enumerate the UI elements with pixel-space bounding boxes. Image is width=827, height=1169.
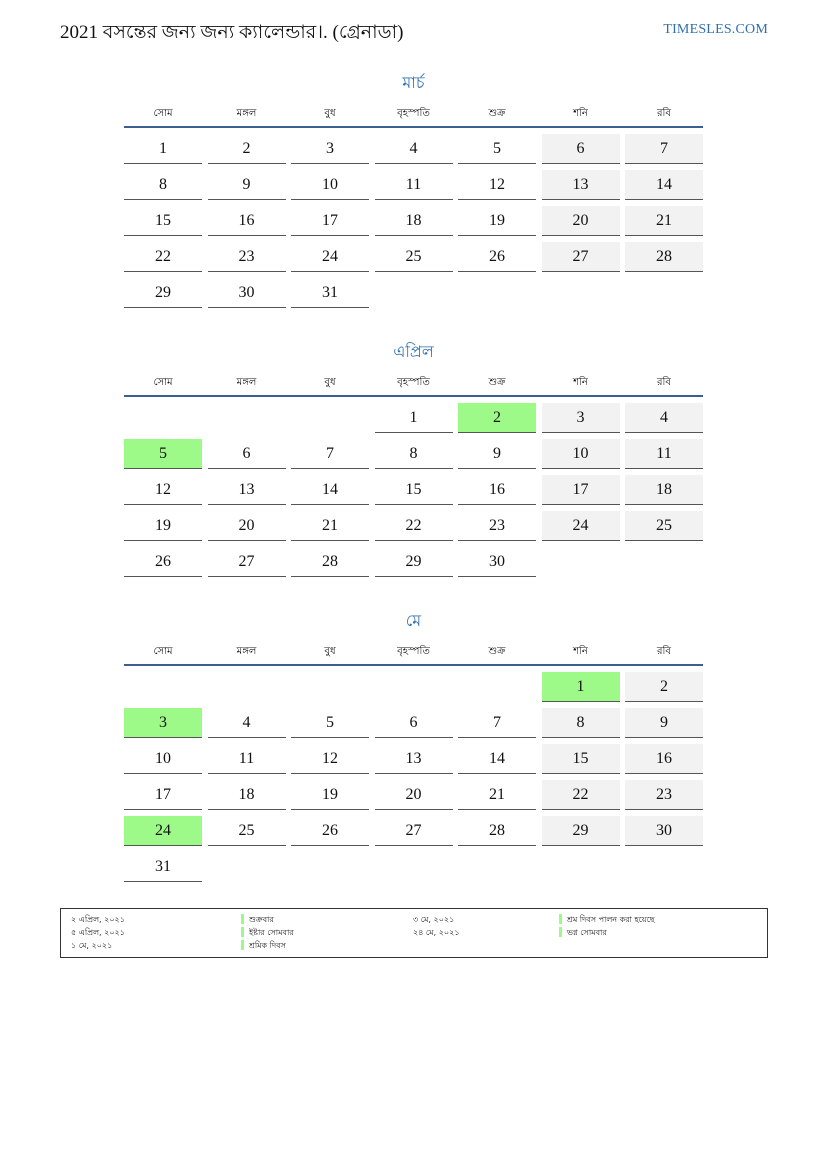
legend-marker	[241, 927, 244, 937]
day-cell: 12	[291, 744, 369, 774]
legend-marker	[241, 914, 244, 924]
day-cell: 19	[458, 206, 536, 236]
day-cell: 1	[375, 403, 453, 433]
day-cell: 29	[375, 547, 453, 577]
day-cell: 25	[375, 242, 453, 272]
day-cell: 18	[625, 475, 703, 505]
day-cell: 5	[291, 708, 369, 738]
holiday-day-cell: 5	[124, 439, 202, 469]
weekday-label: সোম	[153, 646, 173, 657]
day-cell: 6	[375, 708, 453, 738]
day-cell: 30	[625, 816, 703, 846]
day-cell: 29	[542, 816, 620, 846]
day-cell: 11	[625, 439, 703, 469]
legend-holiday-name: শুক্রবার	[249, 915, 274, 924]
day-cell: 18	[208, 780, 286, 810]
legend-date: ৫ এপ্রিল, ২০২১	[71, 928, 125, 937]
legend-holiday-name: শ্রমিক দিবস	[249, 941, 286, 950]
legend-date: ২ এপ্রিল, ২০২১	[71, 915, 125, 924]
holiday-day-cell: 3	[124, 708, 202, 738]
weekday-label: সোম	[153, 108, 173, 119]
day-cell: 28	[458, 816, 536, 846]
day-cell: 22	[124, 242, 202, 272]
day-cell: 17	[542, 475, 620, 505]
header-rule	[124, 126, 703, 128]
weekday-label: মঙ্গল	[236, 377, 257, 388]
day-cell: 26	[291, 816, 369, 846]
day-cell: 19	[124, 511, 202, 541]
header-rule	[124, 664, 703, 666]
month-march	[124, 70, 703, 320]
day-cell: 14	[458, 744, 536, 774]
day-cell: 28	[291, 547, 369, 577]
weekday-label: বৃহস্পতি	[397, 377, 430, 388]
day-cell: 13	[542, 170, 620, 200]
day-cell: 15	[375, 475, 453, 505]
legend-holiday-name: ইষ্টার সোমবার	[249, 928, 294, 937]
day-cell: 27	[375, 816, 453, 846]
month-may	[124, 608, 703, 898]
day-cell: 4	[625, 403, 703, 433]
weekday-label: শনি	[573, 646, 588, 657]
weekday-header	[124, 375, 703, 395]
legend-marker	[559, 927, 562, 937]
day-cell: 3	[542, 403, 620, 433]
day-cell: 26	[124, 547, 202, 577]
day-cell: 19	[291, 780, 369, 810]
day-cell: 25	[208, 816, 286, 846]
day-cell: 15	[542, 744, 620, 774]
month-april	[124, 339, 703, 589]
weekday-label: সোম	[153, 377, 173, 388]
day-cell: 22	[542, 780, 620, 810]
weekday-label: মঙ্গল	[236, 646, 257, 657]
day-cell: 27	[542, 242, 620, 272]
legend-marker	[241, 940, 244, 950]
day-cell: 8	[375, 439, 453, 469]
day-cell: 14	[291, 475, 369, 505]
weekday-header	[124, 106, 703, 126]
day-cell: 8	[124, 170, 202, 200]
day-cell: 6	[208, 439, 286, 469]
page-title: 2021 বসন্তের জন্য জন্য ক্যালেন্ডার।. (গ্রেনাডা)	[60, 22, 404, 43]
day-cell: 7	[458, 708, 536, 738]
weekday-label: রবি	[657, 108, 671, 119]
day-cell: 25	[625, 511, 703, 541]
month-title: এপ্রিল	[393, 342, 434, 361]
day-cell: 21	[458, 780, 536, 810]
day-cell: 16	[625, 744, 703, 774]
legend-holiday-name: ভগ্ন সোমবার	[567, 928, 607, 937]
day-cell: 10	[542, 439, 620, 469]
month-title: মে	[405, 611, 422, 630]
day-cell: 5	[458, 134, 536, 164]
weekday-label: বুধ	[324, 108, 336, 119]
page-header	[60, 18, 768, 46]
weekday-label: শুক্র	[488, 108, 506, 119]
weekday-label: রবি	[657, 377, 671, 388]
day-cell: 20	[375, 780, 453, 810]
day-cell: 3	[291, 134, 369, 164]
site-link[interactable]: TIMESLES.COM	[663, 22, 768, 37]
day-cell: 20	[208, 511, 286, 541]
day-cell: 23	[458, 511, 536, 541]
month-title: মার্চ	[402, 73, 425, 92]
day-cell: 2	[625, 672, 703, 702]
day-cell: 28	[625, 242, 703, 272]
day-cell: 29	[124, 278, 202, 308]
day-cell: 7	[625, 134, 703, 164]
day-cell: 1	[124, 134, 202, 164]
header-rule	[124, 395, 703, 397]
weekday-label: বুধ	[324, 377, 336, 388]
day-cell: 26	[458, 242, 536, 272]
day-cell: 13	[208, 475, 286, 505]
weekday-label: বুধ	[324, 646, 336, 657]
legend-date: ১ মে, ২০২১	[71, 941, 113, 950]
weekday-label: শুক্র	[488, 377, 506, 388]
day-cell: 14	[625, 170, 703, 200]
weekday-label: বৃহস্পতি	[397, 646, 430, 657]
day-cell: 10	[291, 170, 369, 200]
weekday-label: শুক্র	[488, 646, 506, 657]
day-cell: 21	[625, 206, 703, 236]
holiday-day-cell: 24	[124, 816, 202, 846]
day-cell: 4	[208, 708, 286, 738]
day-cell: 30	[458, 547, 536, 577]
day-cell: 9	[458, 439, 536, 469]
day-cell: 23	[625, 780, 703, 810]
weekday-header	[124, 644, 703, 664]
day-cell: 31	[124, 852, 202, 882]
holiday-day-cell: 2	[458, 403, 536, 433]
day-cell: 11	[208, 744, 286, 774]
weekday-label: শনি	[573, 377, 588, 388]
day-cell: 24	[542, 511, 620, 541]
day-cell: 17	[124, 780, 202, 810]
weekday-label: মঙ্গল	[236, 108, 257, 119]
day-cell: 20	[542, 206, 620, 236]
legend-date: ২৪ মে, ২০২১	[413, 928, 460, 937]
day-cell: 9	[625, 708, 703, 738]
holiday-legend	[60, 908, 768, 958]
day-cell: 15	[124, 206, 202, 236]
holiday-day-cell: 1	[542, 672, 620, 702]
day-cell: 21	[291, 511, 369, 541]
day-cell: 12	[458, 170, 536, 200]
day-cell: 10	[124, 744, 202, 774]
day-cell: 11	[375, 170, 453, 200]
day-cell: 4	[375, 134, 453, 164]
day-cell: 30	[208, 278, 286, 308]
day-cell: 6	[542, 134, 620, 164]
legend-marker	[559, 914, 562, 924]
legend-holiday-name: শ্রম দিবস পালন করা হয়েছে	[567, 915, 655, 924]
weekday-label: বৃহস্পতি	[397, 108, 430, 119]
weekday-label: শনি	[573, 108, 588, 119]
day-cell: 18	[375, 206, 453, 236]
day-cell: 31	[291, 278, 369, 308]
day-cell: 12	[124, 475, 202, 505]
day-cell: 9	[208, 170, 286, 200]
legend-date: ৩ মে, ২০২১	[413, 915, 455, 924]
day-cell: 24	[291, 242, 369, 272]
day-cell: 8	[542, 708, 620, 738]
day-cell: 13	[375, 744, 453, 774]
day-cell: 2	[208, 134, 286, 164]
weekday-label: রবি	[657, 646, 671, 657]
day-cell: 7	[291, 439, 369, 469]
day-cell: 23	[208, 242, 286, 272]
day-cell: 16	[208, 206, 286, 236]
day-cell: 17	[291, 206, 369, 236]
day-cell: 16	[458, 475, 536, 505]
day-cell: 22	[375, 511, 453, 541]
day-cell: 27	[208, 547, 286, 577]
